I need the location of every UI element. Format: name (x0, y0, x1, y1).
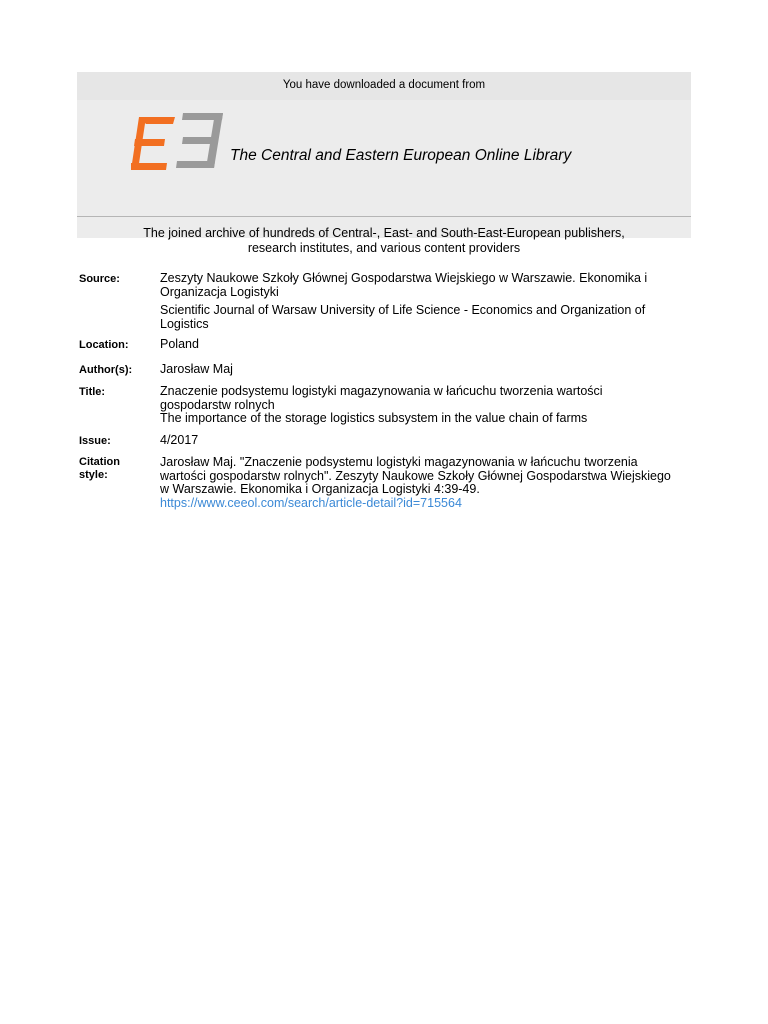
citation-label-line: style: (79, 468, 108, 481)
logo-grey-e (176, 113, 223, 168)
logo-orange-e (131, 117, 175, 170)
title-value (160, 385, 691, 426)
logo-row (77, 100, 691, 260)
authors-label: Author(s): (79, 364, 133, 376)
ceeol-banner (77, 72, 691, 255)
library-title: The Central and Eastern European Online Library (230, 147, 572, 164)
banner-divider (77, 216, 691, 217)
citation-line: w Warszawie. Ekonomika i Organizacja Logistyki 4:39-49. (160, 482, 480, 496)
tagline (77, 226, 691, 255)
issue-label: Issue: (79, 435, 111, 447)
location-label: Location: (79, 339, 129, 351)
citation-label (79, 456, 153, 481)
citation-line: Jarosław Maj. "Znaczenie podsystemu logistyki magazynowania w łańcuchu tworzenia (160, 455, 638, 469)
downloaded-notice: You have downloaded a document from (77, 72, 691, 100)
source-line: Organizacja Logistyki (160, 284, 279, 299)
source-line: Zeszyty Naukowe Szkoły Głównej Gospodarstwa Wiejskiego w Warszawie. Ekonomika i (160, 271, 648, 285)
location-value: Poland (160, 337, 199, 351)
article-link[interactable]: https://www.ceeol.com/search/article-detail?id=715564 (160, 495, 462, 510)
authors-value: Jarosław Maj (160, 362, 233, 376)
tagline-line: The joined archive of hundreds of Central-, East- and South-East-European publishers, (143, 226, 625, 240)
tagline-line: research institutes, and various content providers (247, 240, 521, 255)
title-line: gospodarstw rolnych (160, 397, 275, 412)
citation-line: wartości gospodarstw rolnych". Zeszyty Naukowe Szkoły Głównej Gospodarstwa Wiejskiego (160, 468, 671, 483)
title-line: Znaczenie podsystemu logistyki magazynowania w łańcuchu tworzenia wartości (160, 384, 603, 398)
title-label: Title: (79, 386, 106, 398)
source-line: Scientific Journal of Warsaw University of Life Science - Economics and Organization of (160, 303, 646, 317)
citation-label-line: Citation (79, 456, 120, 468)
citation-value (160, 456, 691, 510)
source-label: Source: (79, 273, 120, 285)
source-line: Logistics (160, 316, 209, 331)
source-value (160, 272, 691, 331)
ceeol-logo-icon (131, 113, 223, 171)
title-line: The importance of the storage logistics subsystem in the value chain of farms (160, 411, 588, 425)
issue-value: 4/2017 (160, 433, 199, 447)
